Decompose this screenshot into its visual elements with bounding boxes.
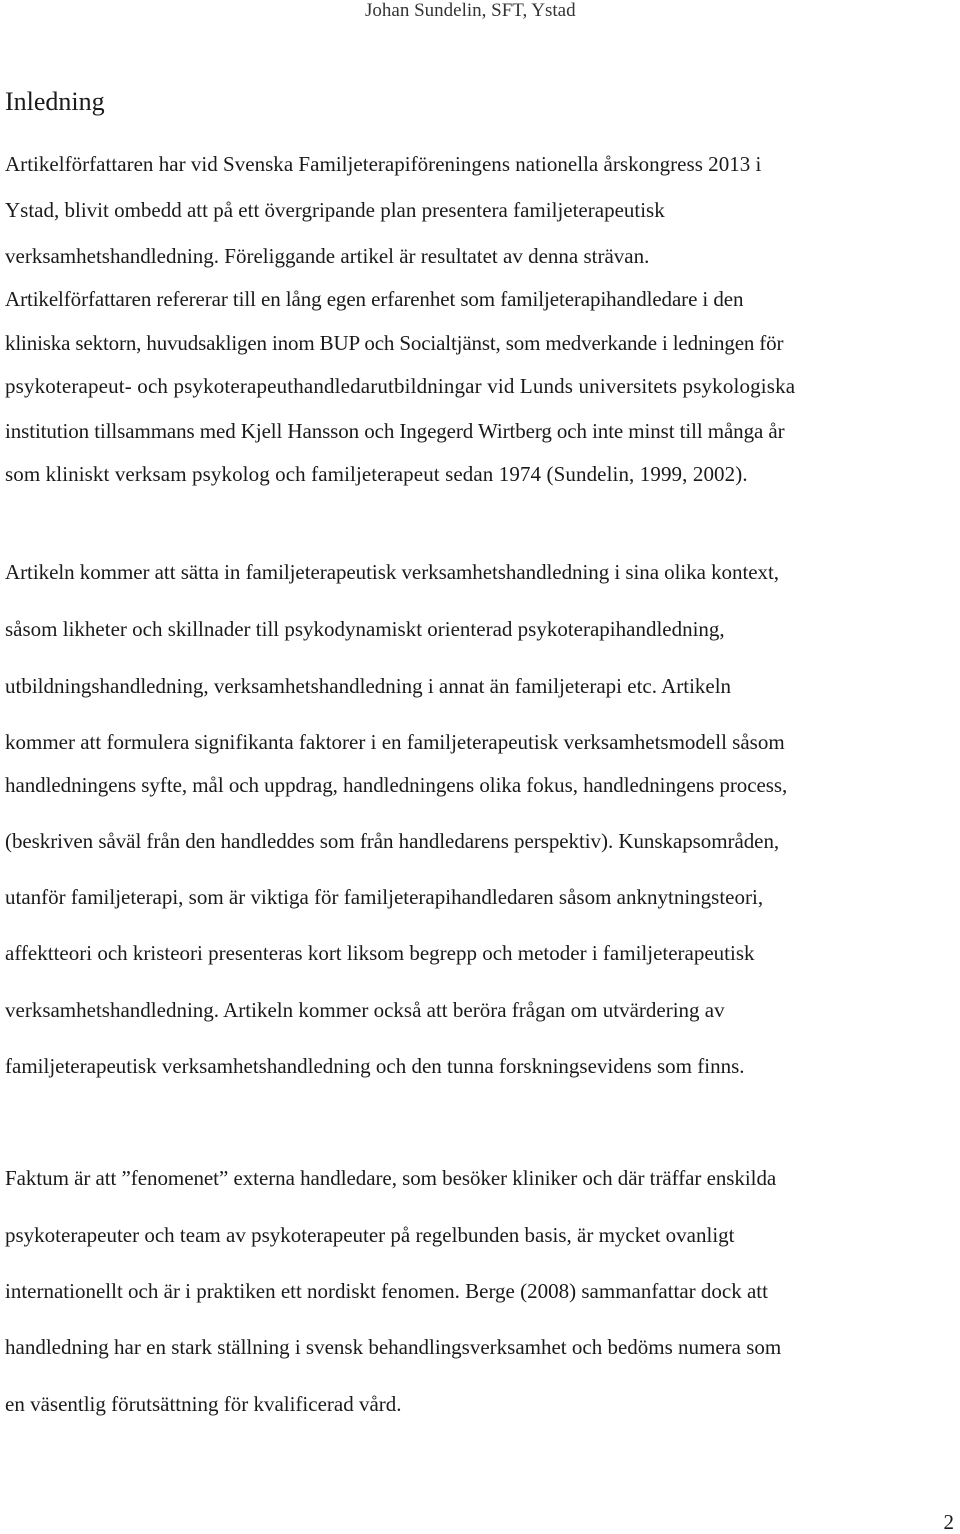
paragraph-2-line: Artikeln kommer att sätta in familjeterapeutisk verksamhetshandledning i sina olika kontext, (5, 560, 779, 584)
page-number: 2 (943, 1510, 954, 1534)
paragraph-1-line: som kliniskt verksam psykolog och familjeterapeut sedan 1974 (Sundelin, 1999, 2002). (5, 462, 748, 486)
paragraph-1-line: Artikelförfattaren har vid Svenska Familjeterapiföreningens nationella årskongress 2013 i (5, 152, 762, 176)
paragraph-1-line: institution tillsammans med Kjell Hansson och Ingegerd Wirtberg och inte minst till många år (5, 419, 785, 443)
paragraph-2-line: verksamhetshandledning. Artikeln kommer också att beröra frågan om utvärdering av (5, 998, 725, 1022)
paragraph-2-line: utbildningshandledning, verksamhetshandledning i annat än familjeterapi etc. Artikeln (5, 674, 732, 698)
paragraph-1-line: Ystad, blivit ombedd att på ett övergripande plan presentera familjeterapeutisk (5, 198, 665, 222)
paragraph-3-line: Faktum är att ”fenomenet” externa handledare, som besöker kliniker och där träffar enskilda (5, 1166, 777, 1190)
paragraph-3-line: psykoterapeuter och team av psykoterapeuter på regelbunden basis, är mycket ovanligt (5, 1223, 735, 1247)
paragraph-2-line: kommer att formulera signifikanta faktorer i en familjeterapeutisk verksamhetsmodell såsom (5, 730, 785, 754)
paragraph-3-line: en väsentlig förutsättning för kvalificerad vård. (5, 1392, 402, 1416)
paragraph-1-line: Artikelförfattaren refererar till en lång egen erfarenhet som familjeterapihandledare i den (5, 287, 744, 311)
paragraph-2-line: familjeterapeutisk verksamhetshandledning och den tunna forskningsevidens som finns. (5, 1054, 745, 1078)
paragraph-1-line: psykoterapeut- och psykoterapeuthandledarutbildningar vid Lunds universitets psykologiska (5, 374, 796, 398)
paragraph-2-line: affektteori och kristeori presenteras kort liksom begrepp och metoder i familjeterapeutisk (5, 941, 755, 965)
paragraph-2-line: såsom likheter och skillnader till psykodynamiskt orienterad psykoterapihandledning, (5, 617, 725, 641)
paragraph-1-line: kliniska sektorn, huvudsakligen inom BUP och Socialtjänst, som medverkande i ledningen för (5, 331, 784, 355)
section-heading: Inledning (5, 87, 105, 116)
running-header: Johan Sundelin, SFT, Ystad (365, 0, 576, 21)
paragraph-2-line: handledningens syfte, mål och uppdrag, handledningens olika fokus, handledningens process, (5, 773, 788, 797)
paragraph-3-line: internationellt och är i praktiken ett nordiskt fenomen. Berge (2008) sammanfattar dock att (5, 1279, 768, 1303)
paragraph-2-line: utanför familjeterapi, som är viktiga för familjeterapihandledaren såsom anknytningsteori, (5, 885, 764, 909)
paragraph-1-line: verksamhetshandledning. Föreliggande artikel är resultatet av denna strävan. (5, 244, 650, 268)
paragraph-3-line: handledning har en stark ställning i svensk behandlingsverksamhet och bedöms numera som (5, 1335, 782, 1359)
paragraph-2-line: (beskriven såväl från den handleddes som från handledarens perspektiv). Kunskapsområden, (5, 829, 780, 853)
